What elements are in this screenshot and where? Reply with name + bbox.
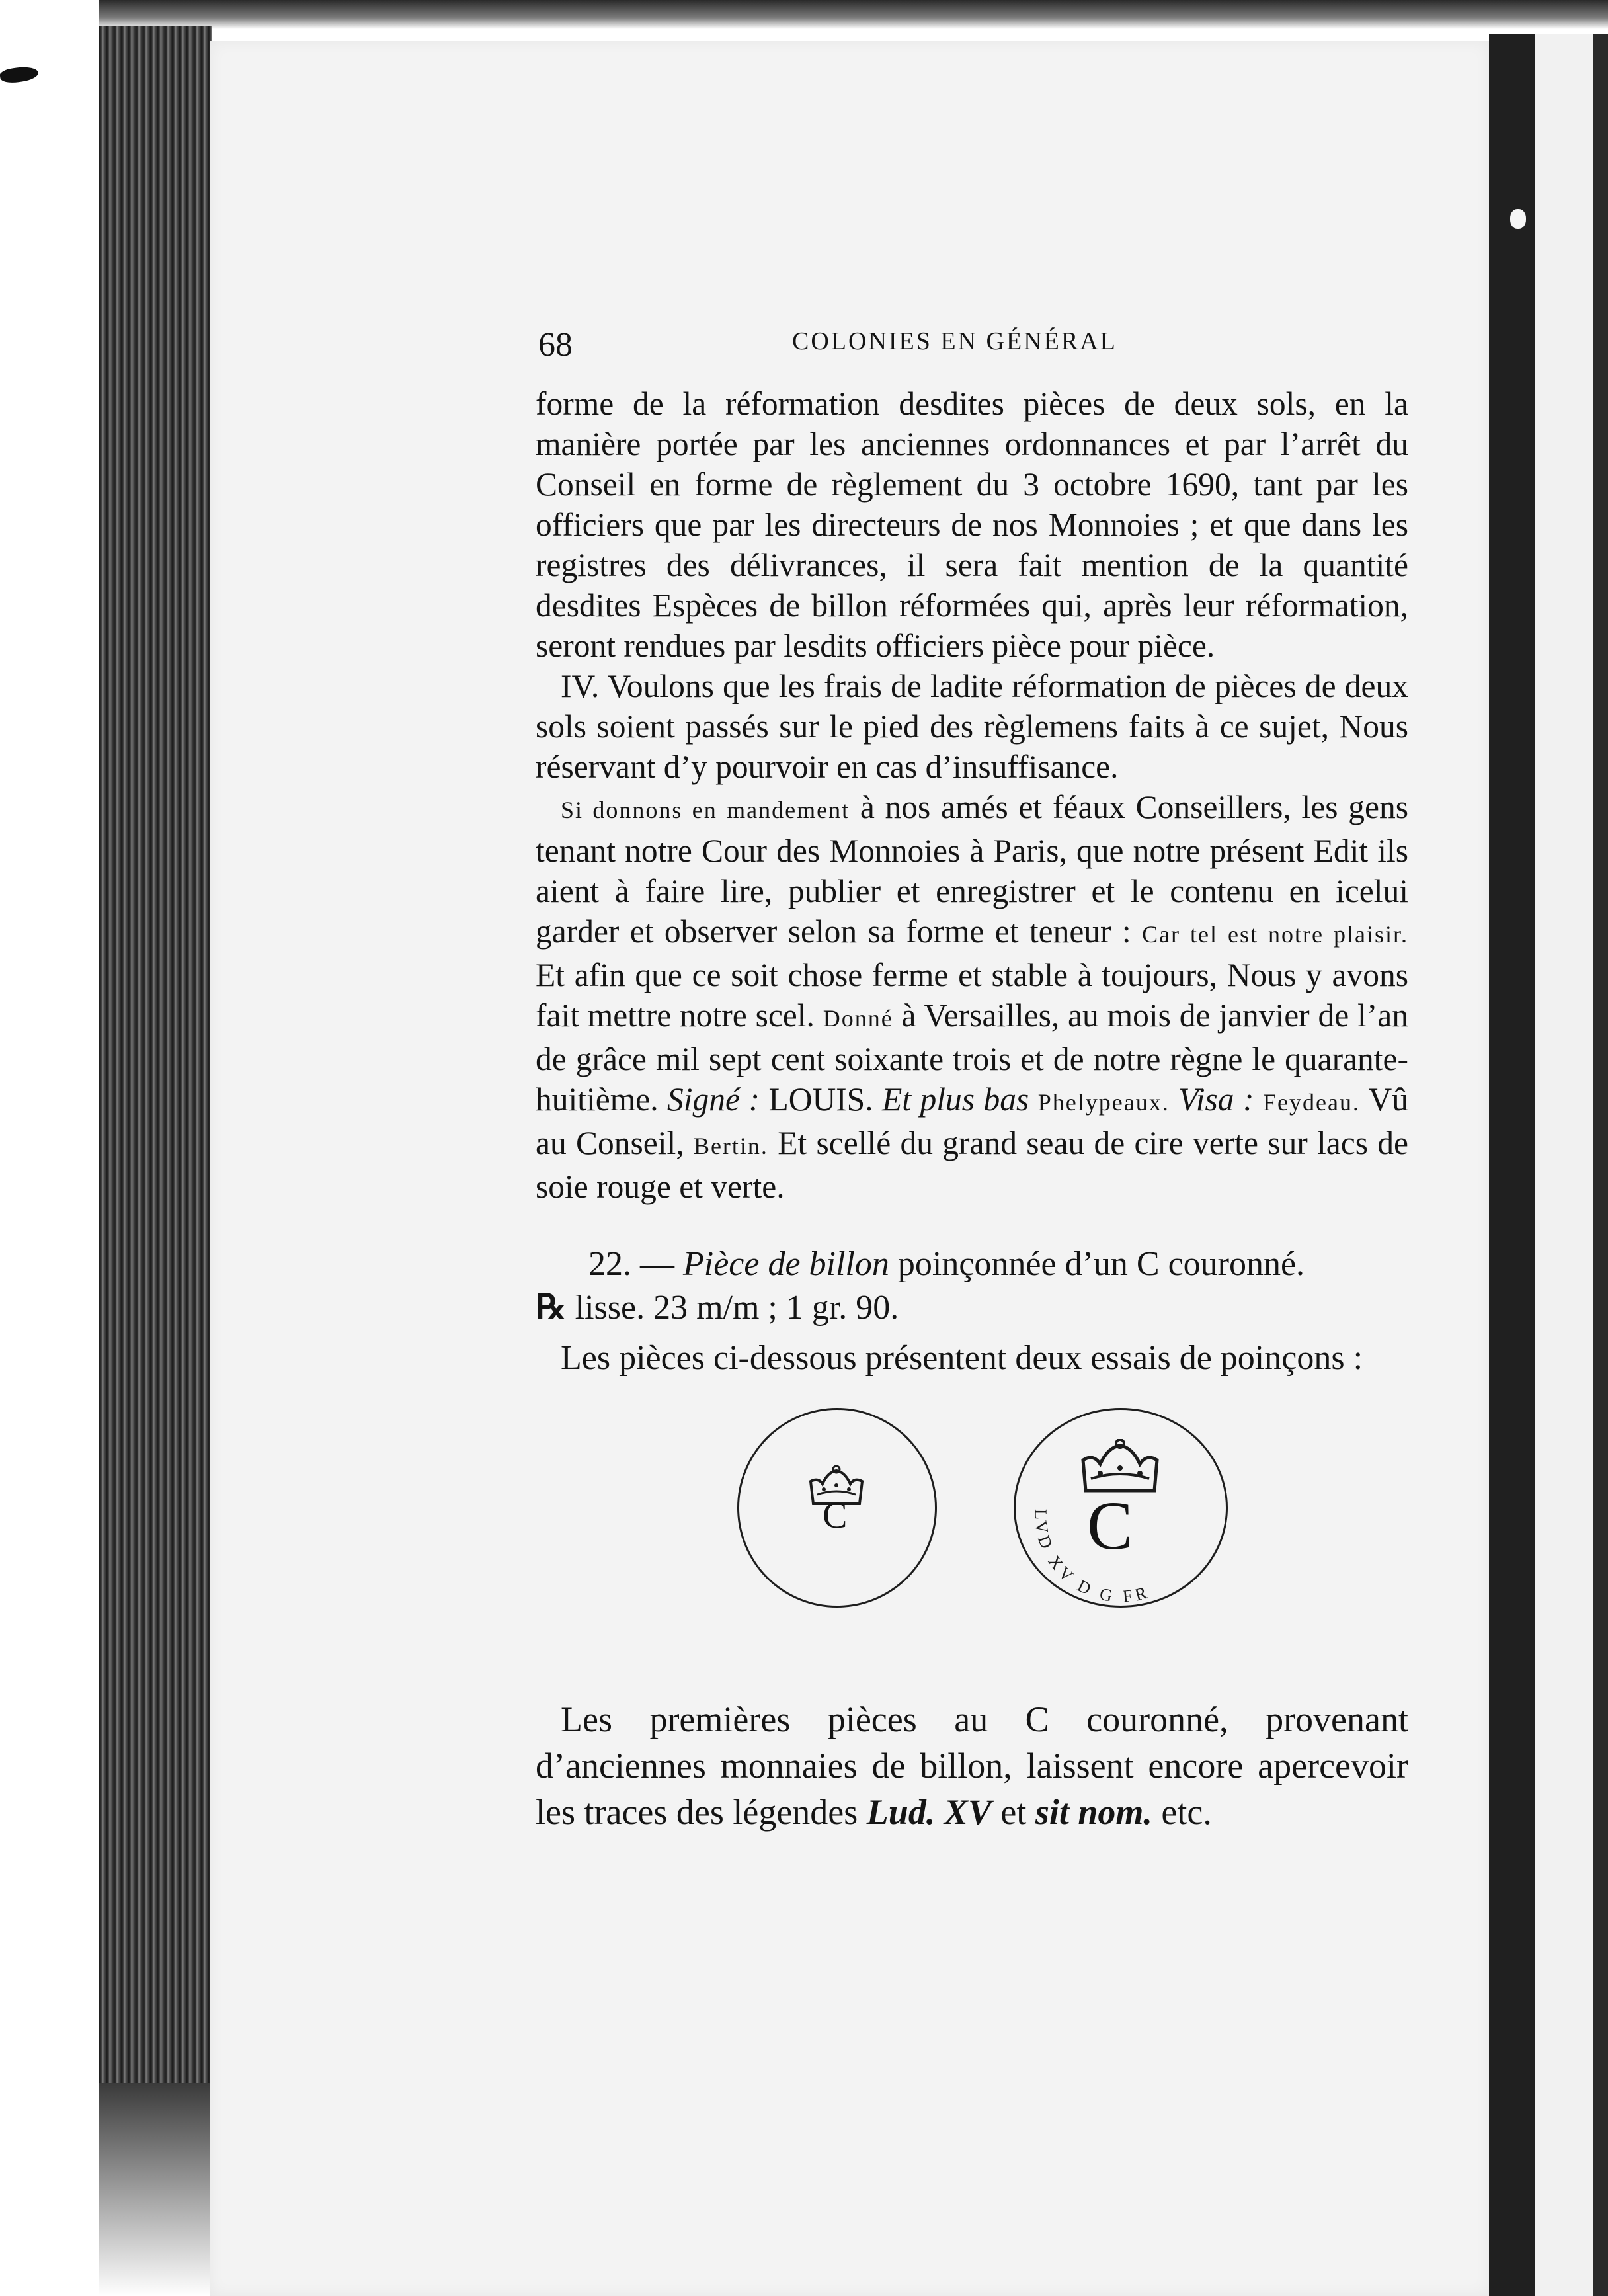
italic-signe: Signé : xyxy=(667,1081,760,1118)
smallcaps-feydeau: Feydeau. xyxy=(1262,1089,1360,1116)
smallcaps-bertin: Bertin. xyxy=(693,1133,768,1159)
paragraph-mandement xyxy=(536,787,1408,1207)
page-text-block xyxy=(536,311,1408,1835)
text-segment: etc. xyxy=(1152,1792,1212,1832)
smallcaps-si-donnons: Si donnons en mandement xyxy=(561,797,850,823)
entry-reverse-line xyxy=(536,1286,1408,1330)
scan-top-edge xyxy=(99,0,1608,29)
smallcaps-phelypeaux: Phelypeaux. xyxy=(1037,1089,1170,1116)
entry-number: 22. — xyxy=(588,1245,683,1283)
book-page-edges-fade xyxy=(99,2083,212,2296)
page-header xyxy=(536,311,1408,384)
reverse-description: lisse. 23 m/m ; 1 gr. 90. xyxy=(566,1289,899,1327)
italic-visa: Visa : xyxy=(1178,1081,1254,1118)
coin-illustration-2 xyxy=(1014,1408,1228,1608)
smallcaps-donne: Donné xyxy=(823,1005,893,1032)
text-segment: LOUIS. xyxy=(759,1081,883,1118)
text-segment: Vû au Conseil, xyxy=(536,1081,1409,1161)
closing-text xyxy=(536,1696,1408,1835)
smallcaps-car-tel: Car tel est notre plaisir. xyxy=(1142,921,1409,948)
page-number: 68 xyxy=(538,326,573,364)
text-segment: Et afin que ce soit chose ferme et stable à toujours, Nous y avons fait mettre notre scel. xyxy=(536,957,1408,1034)
coins-intro: Les pièces ci-dessous présentent deux essais de poinçons : xyxy=(561,1339,1363,1377)
entry-title: Pièce de billon xyxy=(683,1245,889,1283)
italic-sit-nom: sit nom. xyxy=(1035,1792,1152,1832)
entry-description: poinçonnée d’un C couronné. xyxy=(889,1245,1305,1283)
svg-text:LVD XV D G FR: LVD XV D G FR xyxy=(1031,1508,1153,1606)
scan-speck xyxy=(1510,209,1526,229)
italic-et-plus-bas: Et plus bas xyxy=(882,1081,1029,1118)
coin-illustrations xyxy=(536,1393,1408,1645)
scan-mark xyxy=(0,65,39,85)
text-segment xyxy=(1170,1081,1178,1118)
scan-right-edge xyxy=(1593,34,1608,2296)
entry-line xyxy=(536,1243,1408,1286)
paragraph-continuation: forme de la réformation desdites pièces de deux sols, en la manière portée par les anciennes ordonnances et par l’arrêt du Conseil en forme de règlement du 3 octobre 1690, tant par les officiers que par les directeurs de nos Monnoies ; et que dans les registres des délivrances, il sera fait mention de la quantité desdites Espèces de billon réformées qui, après leur réformation, seront rendues par lesdits officiers pièce pour pièce. xyxy=(536,386,1408,664)
text-segment: à nos amés et féaux Conseillers, les gens tenant notre Cour des Monnoies à Paris, que notre présent Edit ils aient à faire lire, publier et enregistrer et le contenu en icelui garder et observer selon sa forme et teneur : xyxy=(536,789,1408,950)
text-segment: Et scellé du grand seau de cire verte sur lacs de soie rouge et verte. xyxy=(536,1125,1408,1205)
text-segment xyxy=(1254,1081,1263,1118)
text-segment: Les premières pièces au C couronné, provenant d’anciennes monnaies de billon, laissent encore apercevoir les traces des légendes xyxy=(536,1700,1408,1832)
italic-lud-xv: Lud. XV xyxy=(866,1792,992,1832)
catalog-entry-22 xyxy=(536,1243,1408,1380)
coin-2-letter: C xyxy=(1087,1488,1133,1564)
reverse-symbol: ℞ xyxy=(536,1289,567,1327)
text-segment xyxy=(1029,1081,1037,1118)
text-segment: à Versailles, au mois de janvier de l’an de grâce mil sept cent soixante trois et de notre règne le quarante-huitième. xyxy=(536,997,1408,1118)
paragraph-article-iv: IV. Voulons que les frais de ladite réformation de pièces de deux sols soient passés sur le pied des règlemens faits à ce sujet, Nous réservant d’y pourvoir en cas d’insuffisance. xyxy=(536,668,1408,785)
scan-right-margin xyxy=(1489,34,1535,2296)
book-page-edges xyxy=(99,26,212,2116)
running-head: COLONIES EN GÉNÉRAL xyxy=(792,327,1117,355)
coin-2-legend xyxy=(1016,1410,1226,1606)
text-segment: et xyxy=(991,1792,1035,1832)
coin-illustration-1 xyxy=(737,1408,937,1608)
coin-1-letter: C xyxy=(823,1495,848,1536)
closing-paragraph xyxy=(536,1696,1408,1835)
